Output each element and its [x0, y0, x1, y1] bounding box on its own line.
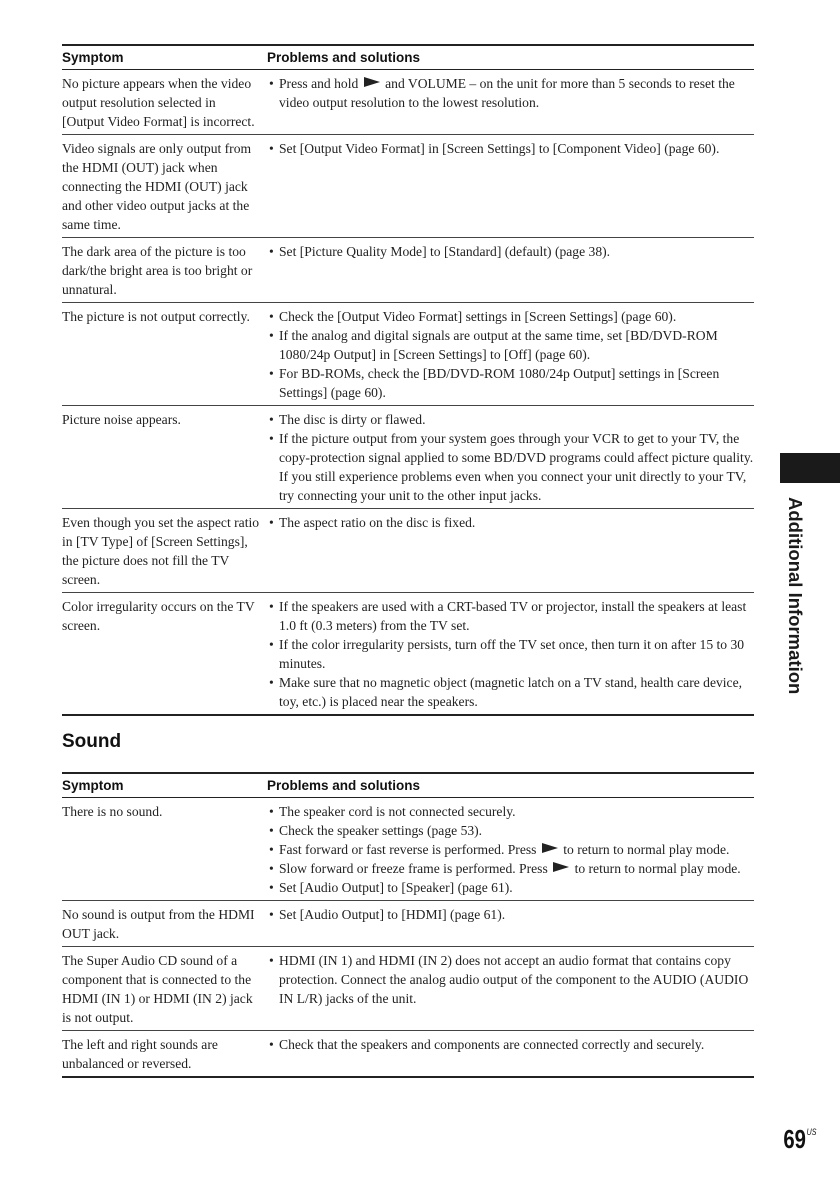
- picture-table-body: [62, 70, 754, 716]
- page-number-value: 69: [782, 1124, 806, 1154]
- play-icon: [553, 862, 569, 872]
- table-row: [62, 947, 754, 1031]
- symptom-cell: Picture noise appears.: [62, 406, 267, 509]
- symptom-cell: There is no sound.: [62, 798, 267, 901]
- table-row: [62, 406, 754, 509]
- sound-table-body: [62, 798, 754, 1078]
- page-number-suffix: US: [806, 1127, 816, 1137]
- solution-list: [267, 905, 754, 924]
- symptom-cell: Even though you set the aspect ratio in [TV Type] of [Screen Settings], the picture does not fill the TV screen.: [62, 509, 267, 593]
- solution-item: • The disc is dirty or flawed.: [267, 410, 754, 429]
- symptom-cell: Color irregularity occurs on the TV screen.: [62, 593, 267, 716]
- table-header-row: [62, 773, 754, 798]
- solution-list: [267, 410, 754, 505]
- symptom-column-header: Symptom: [62, 773, 267, 798]
- solution-text: Press and hold: [279, 76, 359, 91]
- solution-list: [267, 242, 754, 261]
- solutions-cell: [267, 593, 754, 716]
- solution-item: [267, 840, 754, 859]
- solution-item: • Make sure that no magnetic object (magnetic latch on a TV stand, health care device, toy, etc.) is placed near the speakers.: [267, 673, 754, 711]
- table-row: [62, 70, 754, 135]
- solution-item: • Set [Audio Output] to [Speaker] (page 61).: [267, 878, 754, 897]
- solution-list: [267, 139, 754, 158]
- solution-item: • Check the speaker settings (page 53).: [267, 821, 754, 840]
- page-number: [783, 1124, 816, 1155]
- solution-item: [267, 74, 754, 112]
- symptom-cell: No picture appears when the video output resolution selected in [Output Video Format] is incorrect.: [62, 70, 267, 135]
- table-row: [62, 593, 754, 716]
- play-icon: [542, 843, 558, 853]
- solutions-cell: [267, 1031, 754, 1078]
- sound-troubleshooting-table: [62, 772, 754, 1078]
- page-content: [62, 44, 754, 1078]
- solutions-cell: [267, 303, 754, 406]
- symptom-cell: The dark area of the picture is too dark/the bright area is too bright or unnatural.: [62, 238, 267, 303]
- section-side-label: Additional Information: [785, 497, 806, 695]
- solution-text: and VOLUME – on the unit for more than 5 seconds to reset the video output resolution to the lowest resolution.: [279, 76, 735, 110]
- solution-list: [267, 74, 754, 112]
- solution-item: • Set [Output Video Format] in [Screen Settings] to [Component Video] (page 60).: [267, 139, 754, 158]
- solution-list: [267, 513, 754, 532]
- solution-list: [267, 597, 754, 711]
- solutions-cell: [267, 901, 754, 947]
- table-row: [62, 303, 754, 406]
- solution-item: • The speaker cord is not connected securely.: [267, 802, 754, 821]
- symptom-cell: No sound is output from the HDMI OUT jack.: [62, 901, 267, 947]
- solution-item: • If the picture output from your system goes through your VCR to get to your TV, the copy-protection signal applied to some BD/DVD programs could affect picture quality. If you still experience problems even when you connect your unit directly to your TV, try connecting your unit to the other input jacks.: [267, 429, 754, 505]
- table-row: [62, 1031, 754, 1078]
- solutions-cell: [267, 509, 754, 593]
- section-tab-marker: [780, 453, 840, 483]
- symptom-cell: Video signals are only output from the HDMI (OUT) jack when connecting the HDMI (OUT) jack and other video output jacks at the same time.: [62, 135, 267, 238]
- solution-item: • The aspect ratio on the disc is fixed.: [267, 513, 754, 532]
- picture-troubleshooting-table: [62, 44, 754, 716]
- solutions-column-header: Problems and solutions: [267, 773, 754, 798]
- solution-item: [267, 859, 754, 878]
- solution-text: Slow forward or freeze frame is performed. Press: [279, 861, 548, 876]
- symptom-column-header: Symptom: [62, 45, 267, 70]
- solution-item: • Set [Picture Quality Mode] to [Standard] (default) (page 38).: [267, 242, 754, 261]
- table-row: [62, 238, 754, 303]
- solution-item: • If the speakers are used with a CRT-based TV or projector, install the speakers at least 1.0 ft (0.3 meters) from the TV set.: [267, 597, 754, 635]
- table-row: [62, 901, 754, 947]
- solutions-cell: [267, 70, 754, 135]
- solution-item: • Check the [Output Video Format] settings in [Screen Settings] (page 60).: [267, 307, 754, 326]
- solutions-cell: [267, 798, 754, 901]
- solutions-cell: [267, 135, 754, 238]
- solution-text: to return to normal play mode.: [574, 861, 741, 876]
- symptom-cell: The left and right sounds are unbalanced or reversed.: [62, 1031, 267, 1078]
- table-row: [62, 509, 754, 593]
- solution-list: [267, 802, 754, 897]
- solutions-column-header: Problems and solutions: [267, 45, 754, 70]
- solutions-cell: [267, 947, 754, 1031]
- play-icon: [364, 77, 380, 87]
- sound-section-title: Sound: [62, 731, 122, 752]
- table-header-row: [62, 45, 754, 70]
- solution-item: • For BD-ROMs, check the [BD/DVD-ROM 1080/24p Output] settings in [Screen Settings] (page 60).: [267, 364, 754, 402]
- symptom-cell: The picture is not output correctly.: [62, 303, 267, 406]
- solution-item: • If the analog and digital signals are output at the same time, set [BD/DVD-ROM 1080/24p Output] in [Screen Settings] to [Off] (page 60).: [267, 326, 754, 364]
- solution-item: • Set [Audio Output] to [HDMI] (page 61).: [267, 905, 754, 924]
- table-row: [62, 798, 754, 901]
- solution-item: • If the color irregularity persists, turn off the TV set once, then turn it on after 15 to 30 minutes.: [267, 635, 754, 673]
- solution-item: • Check that the speakers and components are connected correctly and securely.: [267, 1035, 754, 1054]
- table-row: [62, 135, 754, 238]
- solution-text: Fast forward or fast reverse is performed. Press: [279, 842, 537, 857]
- solutions-cell: [267, 238, 754, 303]
- solution-list: [267, 951, 754, 1008]
- symptom-cell: The Super Audio CD sound of a component that is connected to the HDMI (IN 1) or HDMI (IN 2) jack is not output.: [62, 947, 267, 1031]
- solution-list: [267, 307, 754, 402]
- solutions-cell: [267, 406, 754, 509]
- solution-text: to return to normal play mode.: [563, 842, 730, 857]
- solution-list: [267, 1035, 754, 1054]
- solution-item: • HDMI (IN 1) and HDMI (IN 2) does not accept an audio format that contains copy protection. Connect the analog audio output of the component to the AUDIO (AUDIO IN L/R) jacks of the unit.: [267, 951, 754, 1008]
